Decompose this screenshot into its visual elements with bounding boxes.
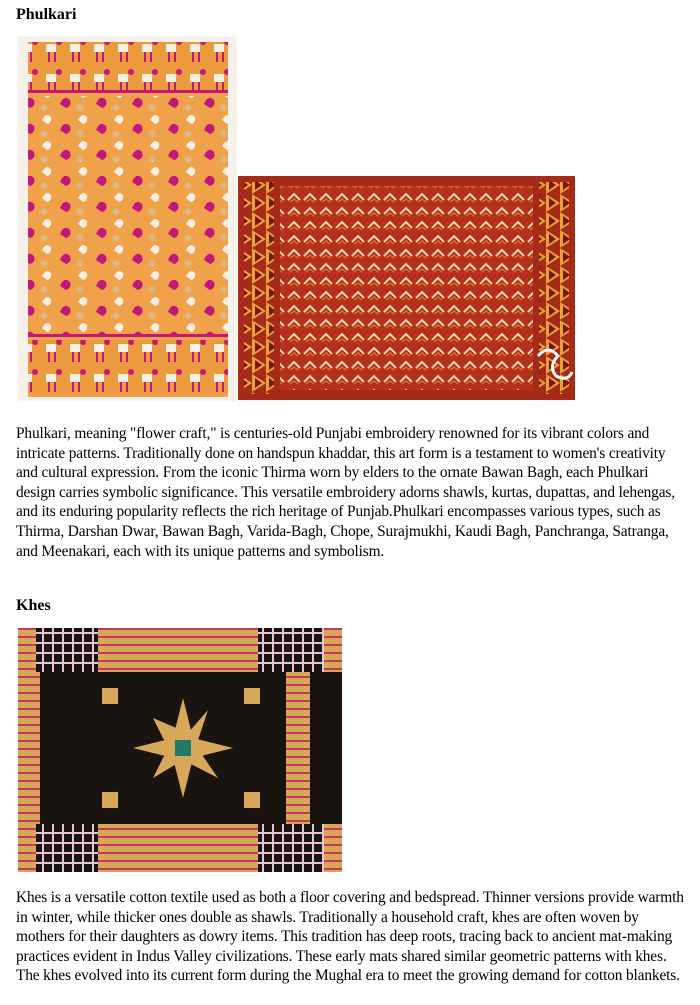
phulkari-paragraph: Phulkari, meaning "flower craft," is centuries-old Punjabi embroidery renowned for its vibrant colors and intricate patterns. Traditionally done on handspun khaddar, this art form is a testament to women's creativity and cultural expression. From the iconic Thirma worn by elders to the ornate Bawan Bagh, each Phulkari design carries symbolic significance. This versatile embroidery adorns shawls, kurtas, dupattas, and lehengas, and its enduring popularity reflects the rich heritage of Punjab.Phulkari encompasses various types, such as Thirma, Darshan Dwar, Bawan Bagh, Varida-Bagh, Chope, Surajmukhi, Kaudi Bagh, Panchranga, Satranga, and Meenakari, each with its unique patterns and symbolism. [16,425,675,560]
phulkari-shawl-image [238,176,575,400]
phulkari-heading: Phulkari [16,6,77,23]
phulkari-bagh-image [18,36,237,401]
khes-paragraph: Khes is a versatile cotton textile used as both a floor covering and bedspread. Thinner versions provide warmth in winter, while thicker ones double as shawls. Traditionally a household craft, khes are often woven by mothers for their daughters as dowry items. This tradition has deep roots, tracing back to ancient mat-making practices evident in Indus Valley civilizations. These early mats shared similar geometric patterns with khes. The khes evolved into its current form during the Mughal era to meet the growing demand for cotton blankets. [16,889,684,985]
khes-textile-image [18,628,342,872]
khes-heading: Khes [16,597,51,614]
